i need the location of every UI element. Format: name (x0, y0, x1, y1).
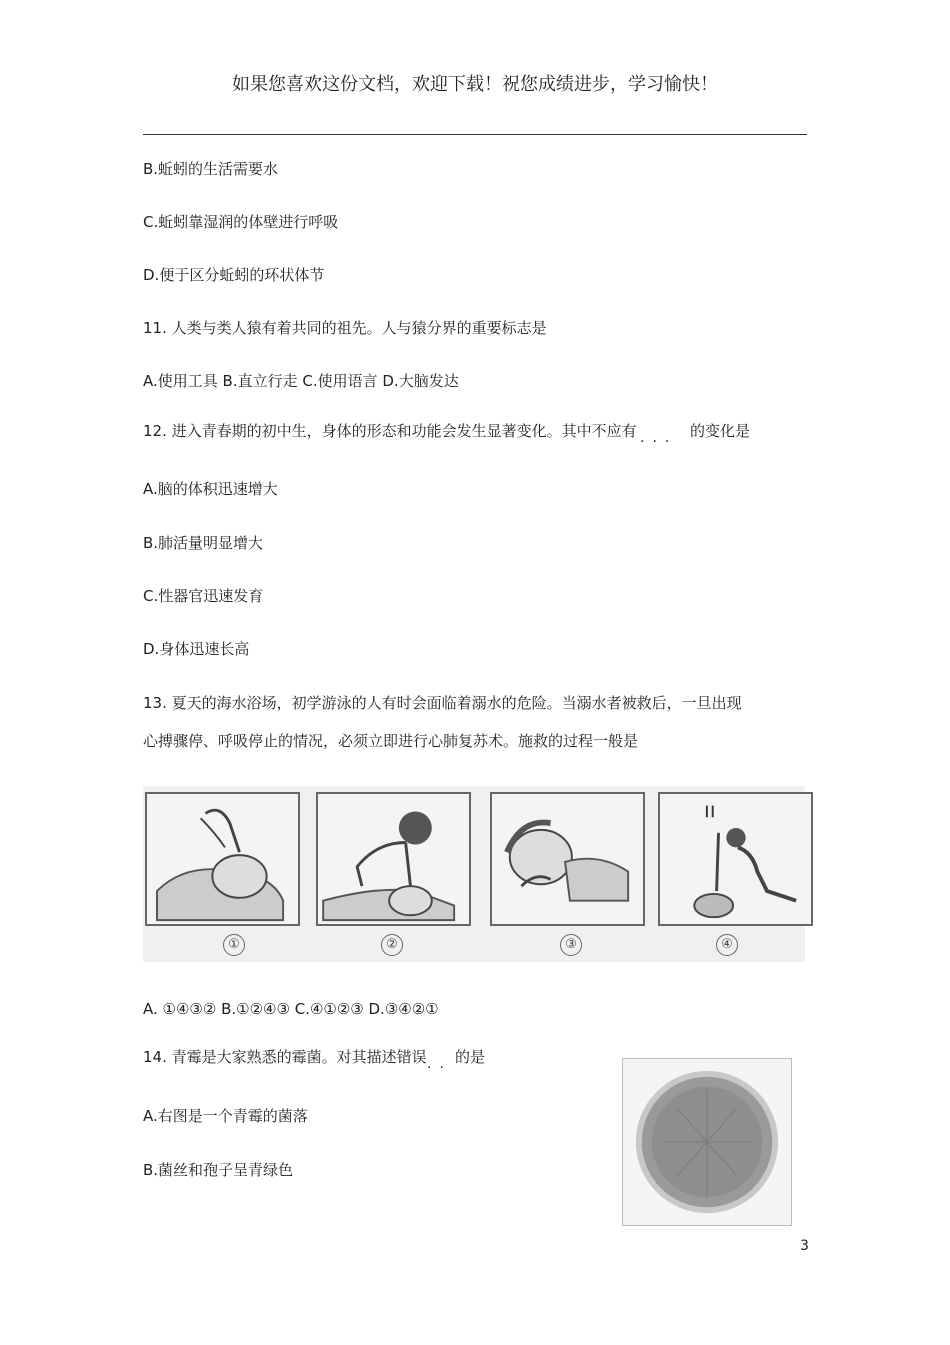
q12-stem (143, 422, 637, 440)
q12-stem-after: 的变化是 (690, 422, 751, 440)
q12-option-b: B.肺活量明显增大 (143, 534, 264, 552)
q13-options: A. ①④③② B.①②④③ C.④①②③ D.③④②① (143, 1000, 439, 1018)
chest-compression-illustration (660, 794, 811, 924)
cpr-label-1: ① (223, 934, 245, 956)
cpr-label-2: ② (381, 934, 403, 956)
page-header: 如果您喜欢这份文档，欢迎下载！祝您成绩进步，学习愉快！ (232, 74, 718, 95)
rescue-breathing-illustration (318, 794, 469, 924)
cpr-label-4: ④ (716, 934, 738, 956)
q12-stem-before: 12. 进入青春期的初中生，身体的形态和功能会发生显著变化。其中不应有 (143, 422, 637, 440)
page-number: 3 (800, 1238, 809, 1254)
pulse-check-illustration (492, 794, 643, 924)
q14-option-b: B.菌丝和孢子呈青绿色 (143, 1161, 294, 1179)
q14-option-a: A.右图是一个青霉的菌落 (143, 1107, 308, 1125)
q11-stem: 11. 人类与类人猿有着共同的祖先。人与猿分界的重要标志是 (143, 319, 547, 337)
q10-option-c: C.蚯蚓靠湿润的体壁进行呼吸 (143, 213, 339, 231)
q13-stem-line1: 13. 夏天的海水浴场，初学游泳的人有时会面临着溺水的危险。当溺水者被救后，一旦出现 (143, 694, 742, 712)
q10-option-d: D.便于区分蚯蚓的环状体节 (143, 266, 325, 284)
header-divider (143, 134, 807, 135)
q12-option-a: A.脑的体积迅速增大 (143, 480, 278, 498)
q13-stem-line2: 心搏骤停、呼吸停止的情况，必须立即进行心肺复苏术。施救的过程一般是 (143, 732, 639, 750)
cpr-panel-3 (490, 792, 645, 926)
cpr-panel-1 (145, 792, 300, 926)
q10-option-b: B.蚯蚓的生活需要水 (143, 160, 279, 178)
mold-colony-illustration (623, 1059, 791, 1225)
penicillium-colony-image (622, 1058, 792, 1226)
cpr-panel-2 (316, 792, 471, 926)
q14-stem-after: 的是 (455, 1048, 486, 1066)
q14-stem-before: 14. 青霉是大家熟悉的霉菌。对其描述错误 (143, 1048, 427, 1066)
cpr-panel-4 (658, 792, 813, 926)
cpr-figure (143, 786, 805, 962)
q12-emphasis-dots: ... (640, 430, 678, 446)
q11-options: A.使用工具 B.直立行走 C.使用语言 D.大脑发达 (143, 372, 459, 390)
q14-emphasis-dots: .. (427, 1056, 452, 1072)
q12-option-d: D.身体迅速长高 (143, 640, 250, 658)
q12-option-c: C.性器官迅速发育 (143, 587, 264, 605)
cpr-label-3: ③ (560, 934, 582, 956)
airway-clearing-illustration (147, 794, 298, 924)
